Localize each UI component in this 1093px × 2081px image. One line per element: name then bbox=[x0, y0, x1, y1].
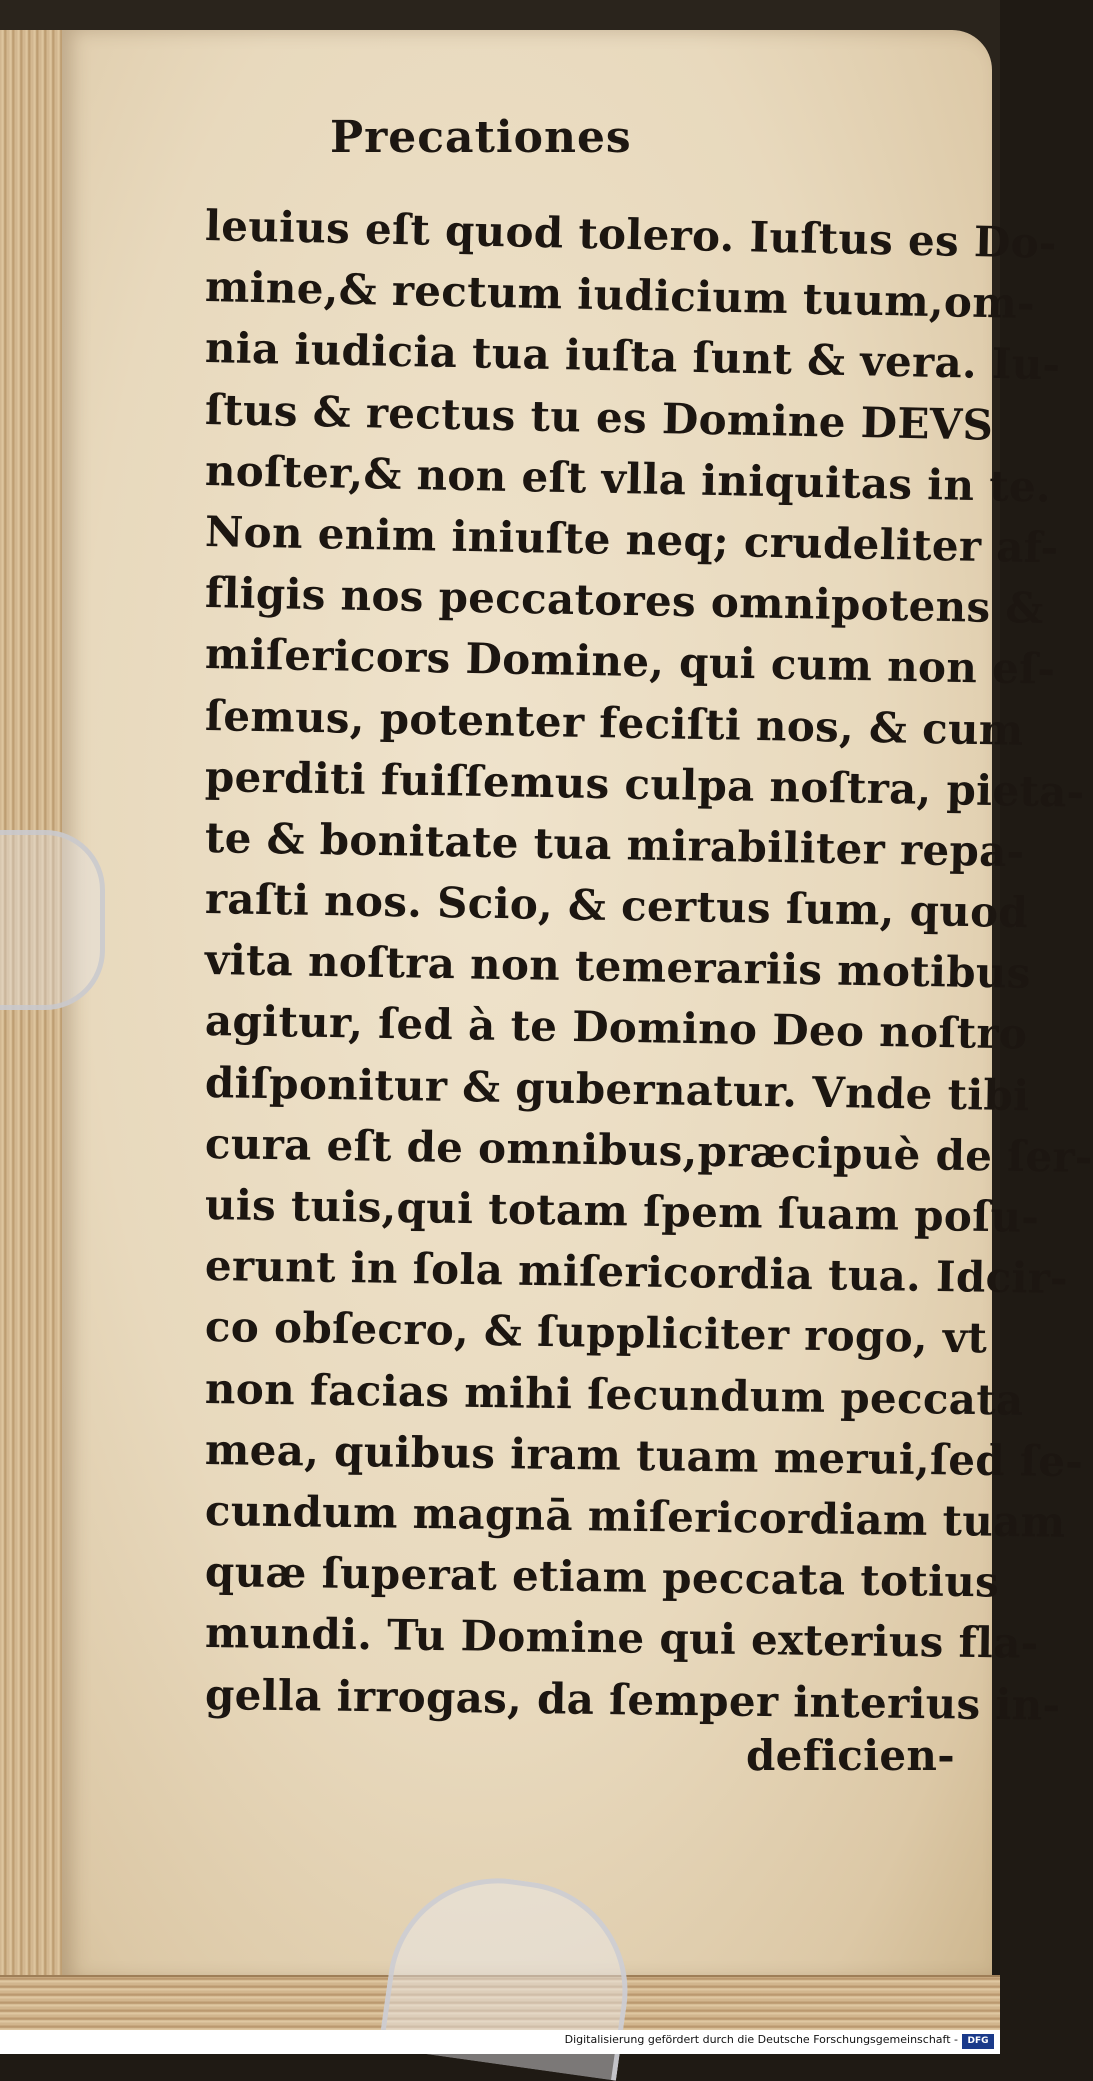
text-line: te & bonitate tua mirabiliter repa- bbox=[204, 812, 1025, 877]
text-line: nia iudicia tua iuſta ſunt & vera. Iu- bbox=[204, 323, 1061, 390]
text-line: uis tuis,qui totam ſpem ſuam poſu- bbox=[204, 1180, 1040, 1242]
text-line: leuius eſt quod tolero. Iuſtus es Do- bbox=[204, 201, 1058, 268]
text-line: quæ ſuperat etiam peccata totius bbox=[204, 1547, 1000, 1607]
text-line: co obſecro, & ſuppliciter rogo, vt bbox=[204, 1302, 988, 1363]
text-line: miſericors Domine, qui cum non eſ- bbox=[204, 629, 1056, 695]
text-line: diſponitur & gubernatur. Vnde tibi bbox=[204, 1057, 1030, 1120]
dfg-logo-icon: DFG bbox=[962, 2034, 994, 2049]
text-line: mine,& rectum iudicium tuum,om- bbox=[204, 262, 1036, 329]
footer-credit: Digitalisierung gefördert durch die Deutsche Forschungsgemeinschaft - bbox=[564, 2033, 958, 2046]
text-line: cundum magnā miſericordiam tuam bbox=[204, 1485, 1066, 1547]
text-line: Non enim iniuſte neq; crudeliter af- bbox=[204, 506, 1059, 573]
text-line: non facias mihi ſecundum peccata bbox=[204, 1363, 1024, 1425]
text-line: cura eſt de omnibus,præcipuè de ſer- bbox=[204, 1118, 1093, 1182]
text-line: fligis nos peccatores omnipotens & bbox=[204, 568, 1045, 633]
text-line: ſemus, potenter feciſti nos, & cum bbox=[204, 690, 1024, 755]
plastic-clip-left bbox=[0, 830, 105, 1010]
text-line: mundi. Tu Domine qui exterius fla- bbox=[204, 1608, 1039, 1669]
text-line: erunt in ſola miſericordia tua. Idcir- bbox=[204, 1241, 1069, 1304]
text-line: gella irrogas, da ſemper interius in- bbox=[204, 1669, 1061, 1730]
text-line: ſtus & rectus tu es Domine DEVS bbox=[204, 384, 994, 450]
running-head: Precationes bbox=[330, 112, 632, 163]
text-line: mea, quibus iram tuam merui,ſed ſe- bbox=[204, 1424, 1084, 1487]
text-line: raſti nos. Scio, & certus ſum, quod bbox=[204, 874, 1029, 938]
text-line: noſter,& non eſt vlla iniquitas in te. bbox=[204, 445, 1052, 512]
text-line: vita noſtra non temerariis motibus bbox=[204, 935, 1032, 999]
catchword: deficien- bbox=[745, 1730, 955, 1780]
text-block bbox=[204, 195, 1093, 1786]
text-line: agitur, ſed à te Domino Deo noſtro bbox=[204, 996, 1028, 1059]
digitization-footer bbox=[0, 2030, 1000, 2054]
text-line: perditi fuiſſemus culpa noſtra, pieta- bbox=[204, 751, 1085, 817]
